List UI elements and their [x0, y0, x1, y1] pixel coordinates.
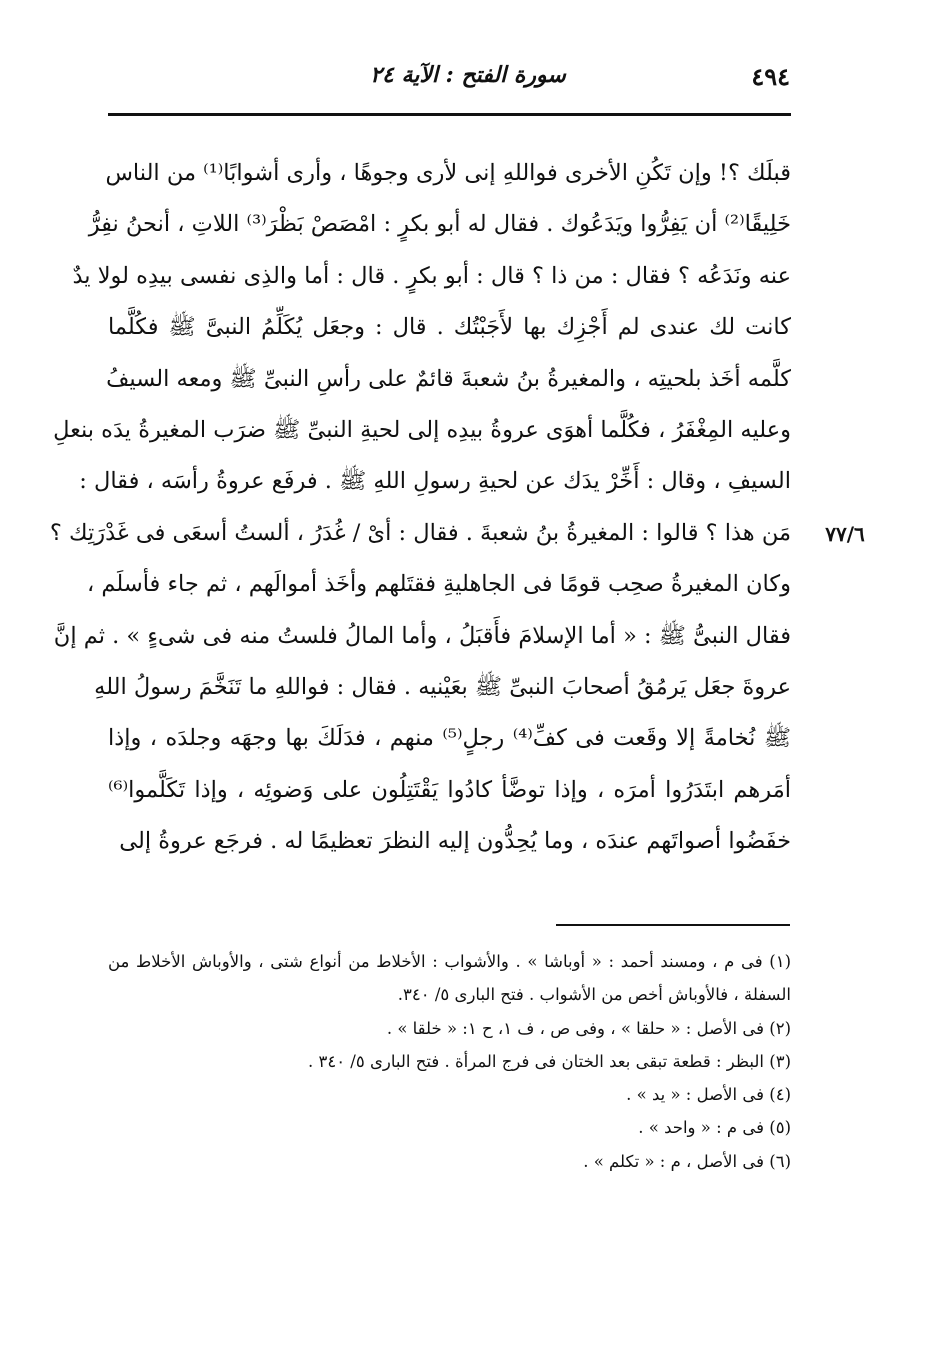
- footnote-rule: [556, 924, 790, 926]
- body-line: كلَّمه أخَذ بلحيتِه ، والمغيرةُ بنُ شعبةَ قائمٌ على رأسِ النبىِّ ﷺ ومعه السيفُ: [106, 365, 791, 392]
- body-line: كانت لك عندى لم أَجْزِك بها لأَجَبْتُك . قال : وجعَل يُكَلِّمُ النبىَّ ﷺ فكُلَّما: [108, 314, 791, 341]
- footnote-line: (٤) فى الأصل : « يد » .: [626, 1085, 791, 1105]
- footnote-line: (٦) فى الأصل ، م : « تكلم » .: [583, 1151, 791, 1171]
- footnotes: [108, 945, 791, 1178]
- body-line: قبلَك ؟! وإن تَكُنِ الأخرى فواللهِ إنى لأرى وجوهًا ، وأرى أشوابًا⁽¹⁾ من الناس: [105, 160, 791, 186]
- header-rule: [108, 113, 791, 116]
- body-line: السيفِ ، وقال : أَخِّرْ يدَك عن لحيةِ رسولِ اللهِ ﷺ . فرفَع عروةُ رأسَه ، فقال :: [79, 468, 791, 495]
- footnote-line: السفلة ، فالأوباش أخص من الأشواب . فتح البارى ٥/ ٣٤٠.: [397, 985, 791, 1005]
- body-line: مَن هذا ؟ قالوا : المغيرةُ بنُ شعبةَ . فقال : أىْ / غُدَرُ ، ألستُ أسعَى فى غَدْرَتِك ؟: [49, 519, 791, 546]
- page-header: [108, 62, 790, 102]
- body-line: عروةَ جعَل يَرمُقُ أصحابَ النبىِّ ﷺ بعَيْنيه . فقال : فواللهِ ما تَنَخَّمَ رسولُ اللهِ: [94, 673, 791, 700]
- page-number: ٤٩٤: [751, 62, 790, 91]
- body-line: فقال النبىُّ ﷺ : « أما الإسلامَ فأَقبَلُ ، وأما المالُ فلستُ منه فى شىءٍ » . ثم إنَّ: [53, 622, 791, 649]
- running-title: سورة الفتح : الآية ٢٤: [370, 62, 566, 88]
- body-line: خفَضُوا أصواتَهم عندَه ، وما يُحِدُّون إليه النظرَ تعظيمًا له . فرجَع عروةُ إلى: [119, 828, 791, 855]
- footnote-line: (١) فى م ، ومسند أحمد : « أوباشا » . والأشواب : الأخلاط من أنواع شتى ، والأوباش الأخلاط من: [108, 952, 791, 971]
- body-text: [49, 148, 791, 867]
- margin-reference: ٧٧/٦: [825, 522, 865, 546]
- body-line: ﷺ نُخامةً إلا وقَعت فى كفِّ⁽⁴⁾ رجلٍ⁽⁵⁾ منهم ، فدَلَكَ بها وجهَه وجلدَه ، وإذا: [108, 725, 791, 752]
- body-line: وعليه المِغْفَرُ ، فكُلَّما أهوَى عروةُ بيدِه إلى لحيةِ النبىِّ ﷺ ضرَب المغيرةُ يدَه بنعلِ: [53, 416, 791, 443]
- body-line: أمَرهم ابتَدَرُوا أمرَه ، وإذا توضَّأ كادُوا يَقْتَتِلُون على وَضوئِه ، وإذا تَكَلَّموا⁽⁶⁾: [108, 776, 791, 803]
- footnote-line: (٣) البظر : قطعة تبقى بعد الختان فى فرج المرأة . فتح البارى ٥/ ٣٤٠ .: [307, 1051, 791, 1071]
- body-line: خَلِيقًا⁽²⁾ أن يَفِرُّوا ويَدَعُوك . فقال له أبو بكرٍ : امْصَصْ بَظْرَ⁽³⁾ اللاتِ ، أنحنُ نفِرُّ: [88, 211, 791, 238]
- body-line: عنه ونَدَعُه ؟ فقال : من ذا ؟ قال : أبو بكرٍ . قال : أما والذِى نفسى بيدِه لولا يدٌ: [72, 262, 791, 289]
- body-line: وكان المغيرةُ صحِب قومًا فى الجاهليةِ فقتَلهم وأخَذ أموالَهم ، ثم جاء فأسلَم ،: [87, 571, 791, 598]
- footnote-line: (٥) فى م : « واحد » .: [638, 1118, 791, 1138]
- footnote-line: (٢) فى الأصل : « حلقا » ، وفى ص ، ف ١، ح ١: « خلقا » .: [386, 1018, 791, 1038]
